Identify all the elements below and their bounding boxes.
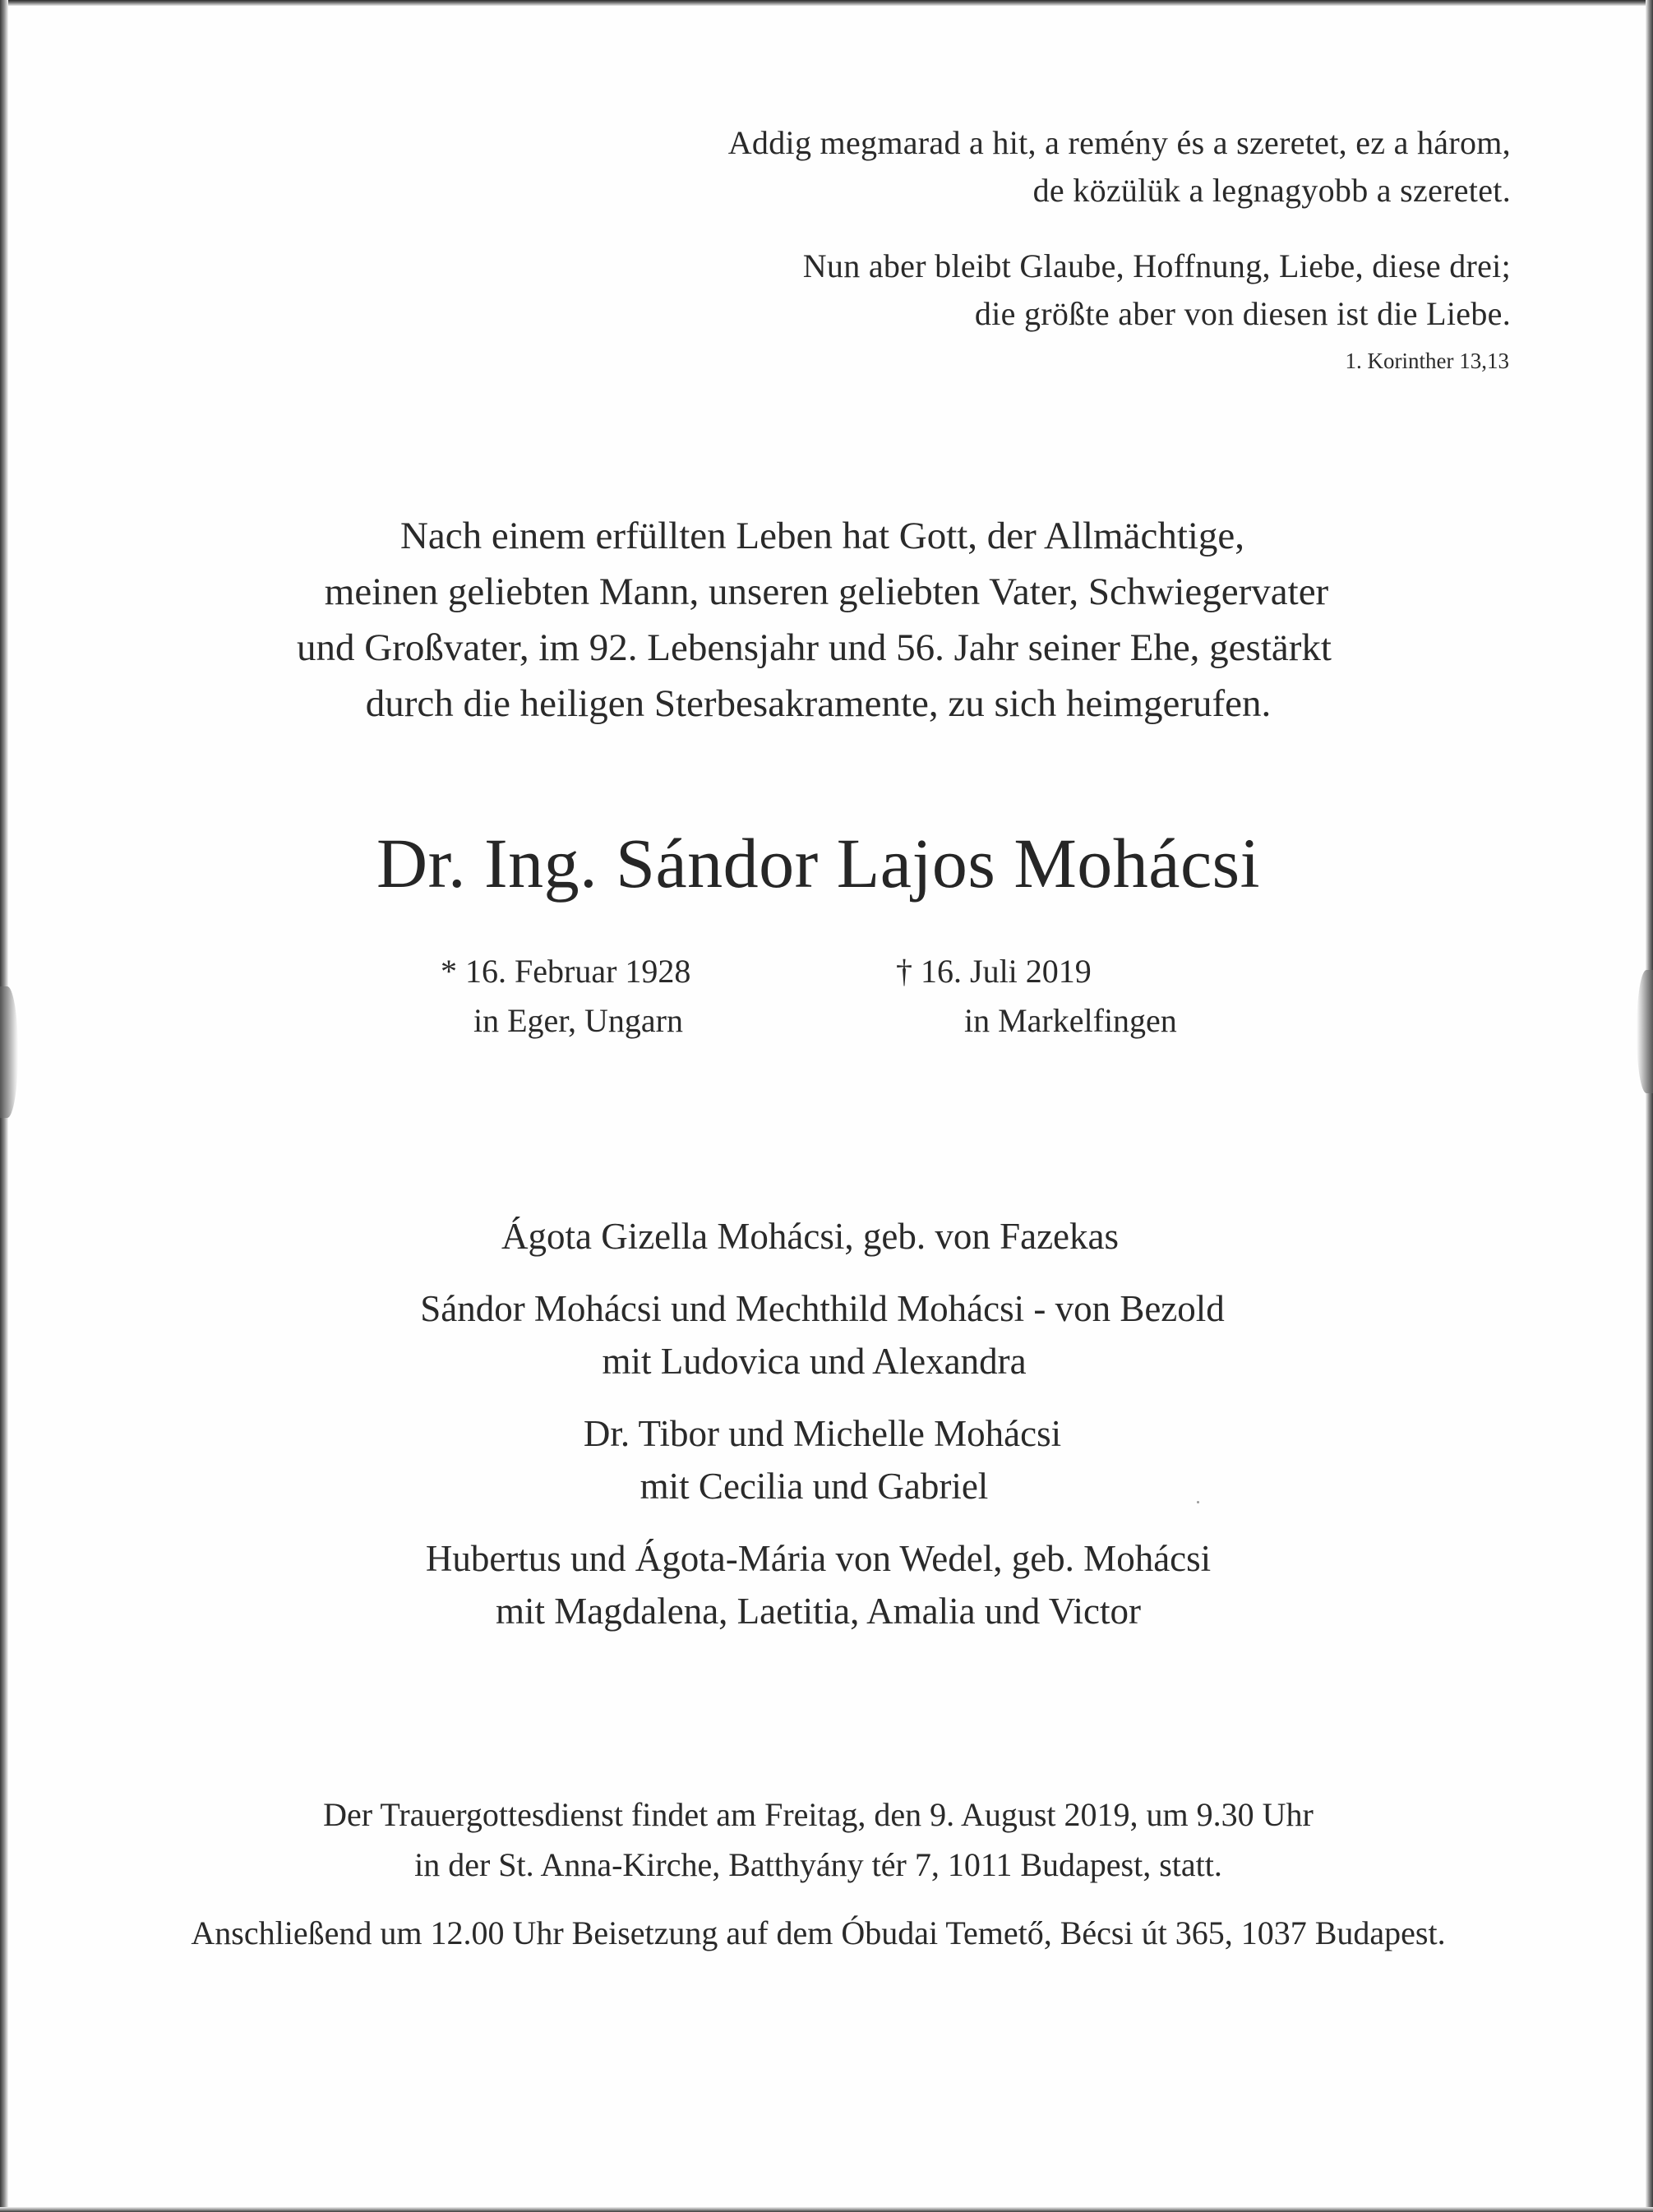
service-line-1: Der Trauergottesdienst findet am Freitag, den 9. August 2019, um 9.30 Uhr (323, 1796, 1314, 1833)
fold-notch-left (0, 986, 18, 1118)
service-line-2: in der St. Anna-Kirche, Batthyány tér 7, 1011 Budapest, statt. (414, 1846, 1222, 1883)
family-line: Dr. Tibor und Michelle Mohácsi (583, 1413, 1062, 1454)
family-line: mit Cecilia und Gabriel (639, 1466, 989, 1507)
birth-place: in Eger, Ungarn (473, 1002, 683, 1039)
scripture-german-line-1: Nun aber bleibt Glaube, Hoffnung, Liebe, diese drei; (802, 247, 1511, 284)
death-place: in Markelfingen (964, 1002, 1177, 1039)
scripture-german-line-2: die größte aber von diesen ist die Liebe. (974, 295, 1511, 332)
birth-date: * 16. Februar 1928 (441, 953, 691, 990)
scripture-hungarian-line-2: de közülük a legnagyobb a szeretet. (1032, 172, 1511, 209)
burial-line: Anschließend um 12.00 Uhr Beisetzung auf dem Óbudai Temető, Bécsi út 365, 1037 Budapest. (191, 1914, 1446, 1951)
scan-edge-bottom (0, 2207, 1653, 2212)
announcement-line-4: durch die heiligen Sterbesakramente, zu sich heimgerufen. (365, 682, 1272, 725)
family-line: mit Ludovica und Alexandra (602, 1341, 1027, 1382)
scripture-hungarian-line-1: Addig megmarad a hit, a remény és a szeretet, ez a három, (727, 124, 1511, 161)
death-date: † 16. Juli 2019 (896, 953, 1092, 990)
family-line: Sándor Mohácsi und Mechthild Mohácsi - von Bezold (420, 1288, 1225, 1329)
family-line: mit Magdalena, Laetitia, Amalia und Victor (496, 1591, 1141, 1632)
scripture-reference: 1. Korinther 13,13 (1345, 349, 1509, 373)
announcement-line-2: meinen geliebten Mann, unseren geliebten Vater, Schwiegervater (324, 570, 1329, 613)
scan-edge-right (1646, 0, 1653, 2212)
family-line: Hubertus und Ágota-Mária von Wedel, geb. Mohácsi (425, 1538, 1212, 1579)
scan-speck (1197, 1501, 1199, 1503)
announcement-line-3: und Großvater, im 92. Lebensjahr und 56. Jahr seiner Ehe, gestärkt (297, 626, 1332, 669)
family-line: Ágota Gizella Mohácsi, geb. von Fazekas (501, 1216, 1120, 1257)
deceased-name: Dr. Ing. Sándor Lajos Mohácsi (376, 824, 1260, 903)
announcement-line-1: Nach einem erfüllten Leben hat Gott, der Allmächtige, (399, 515, 1245, 557)
scan-edge-top (0, 0, 1653, 6)
fold-notch-right (1637, 970, 1653, 1093)
